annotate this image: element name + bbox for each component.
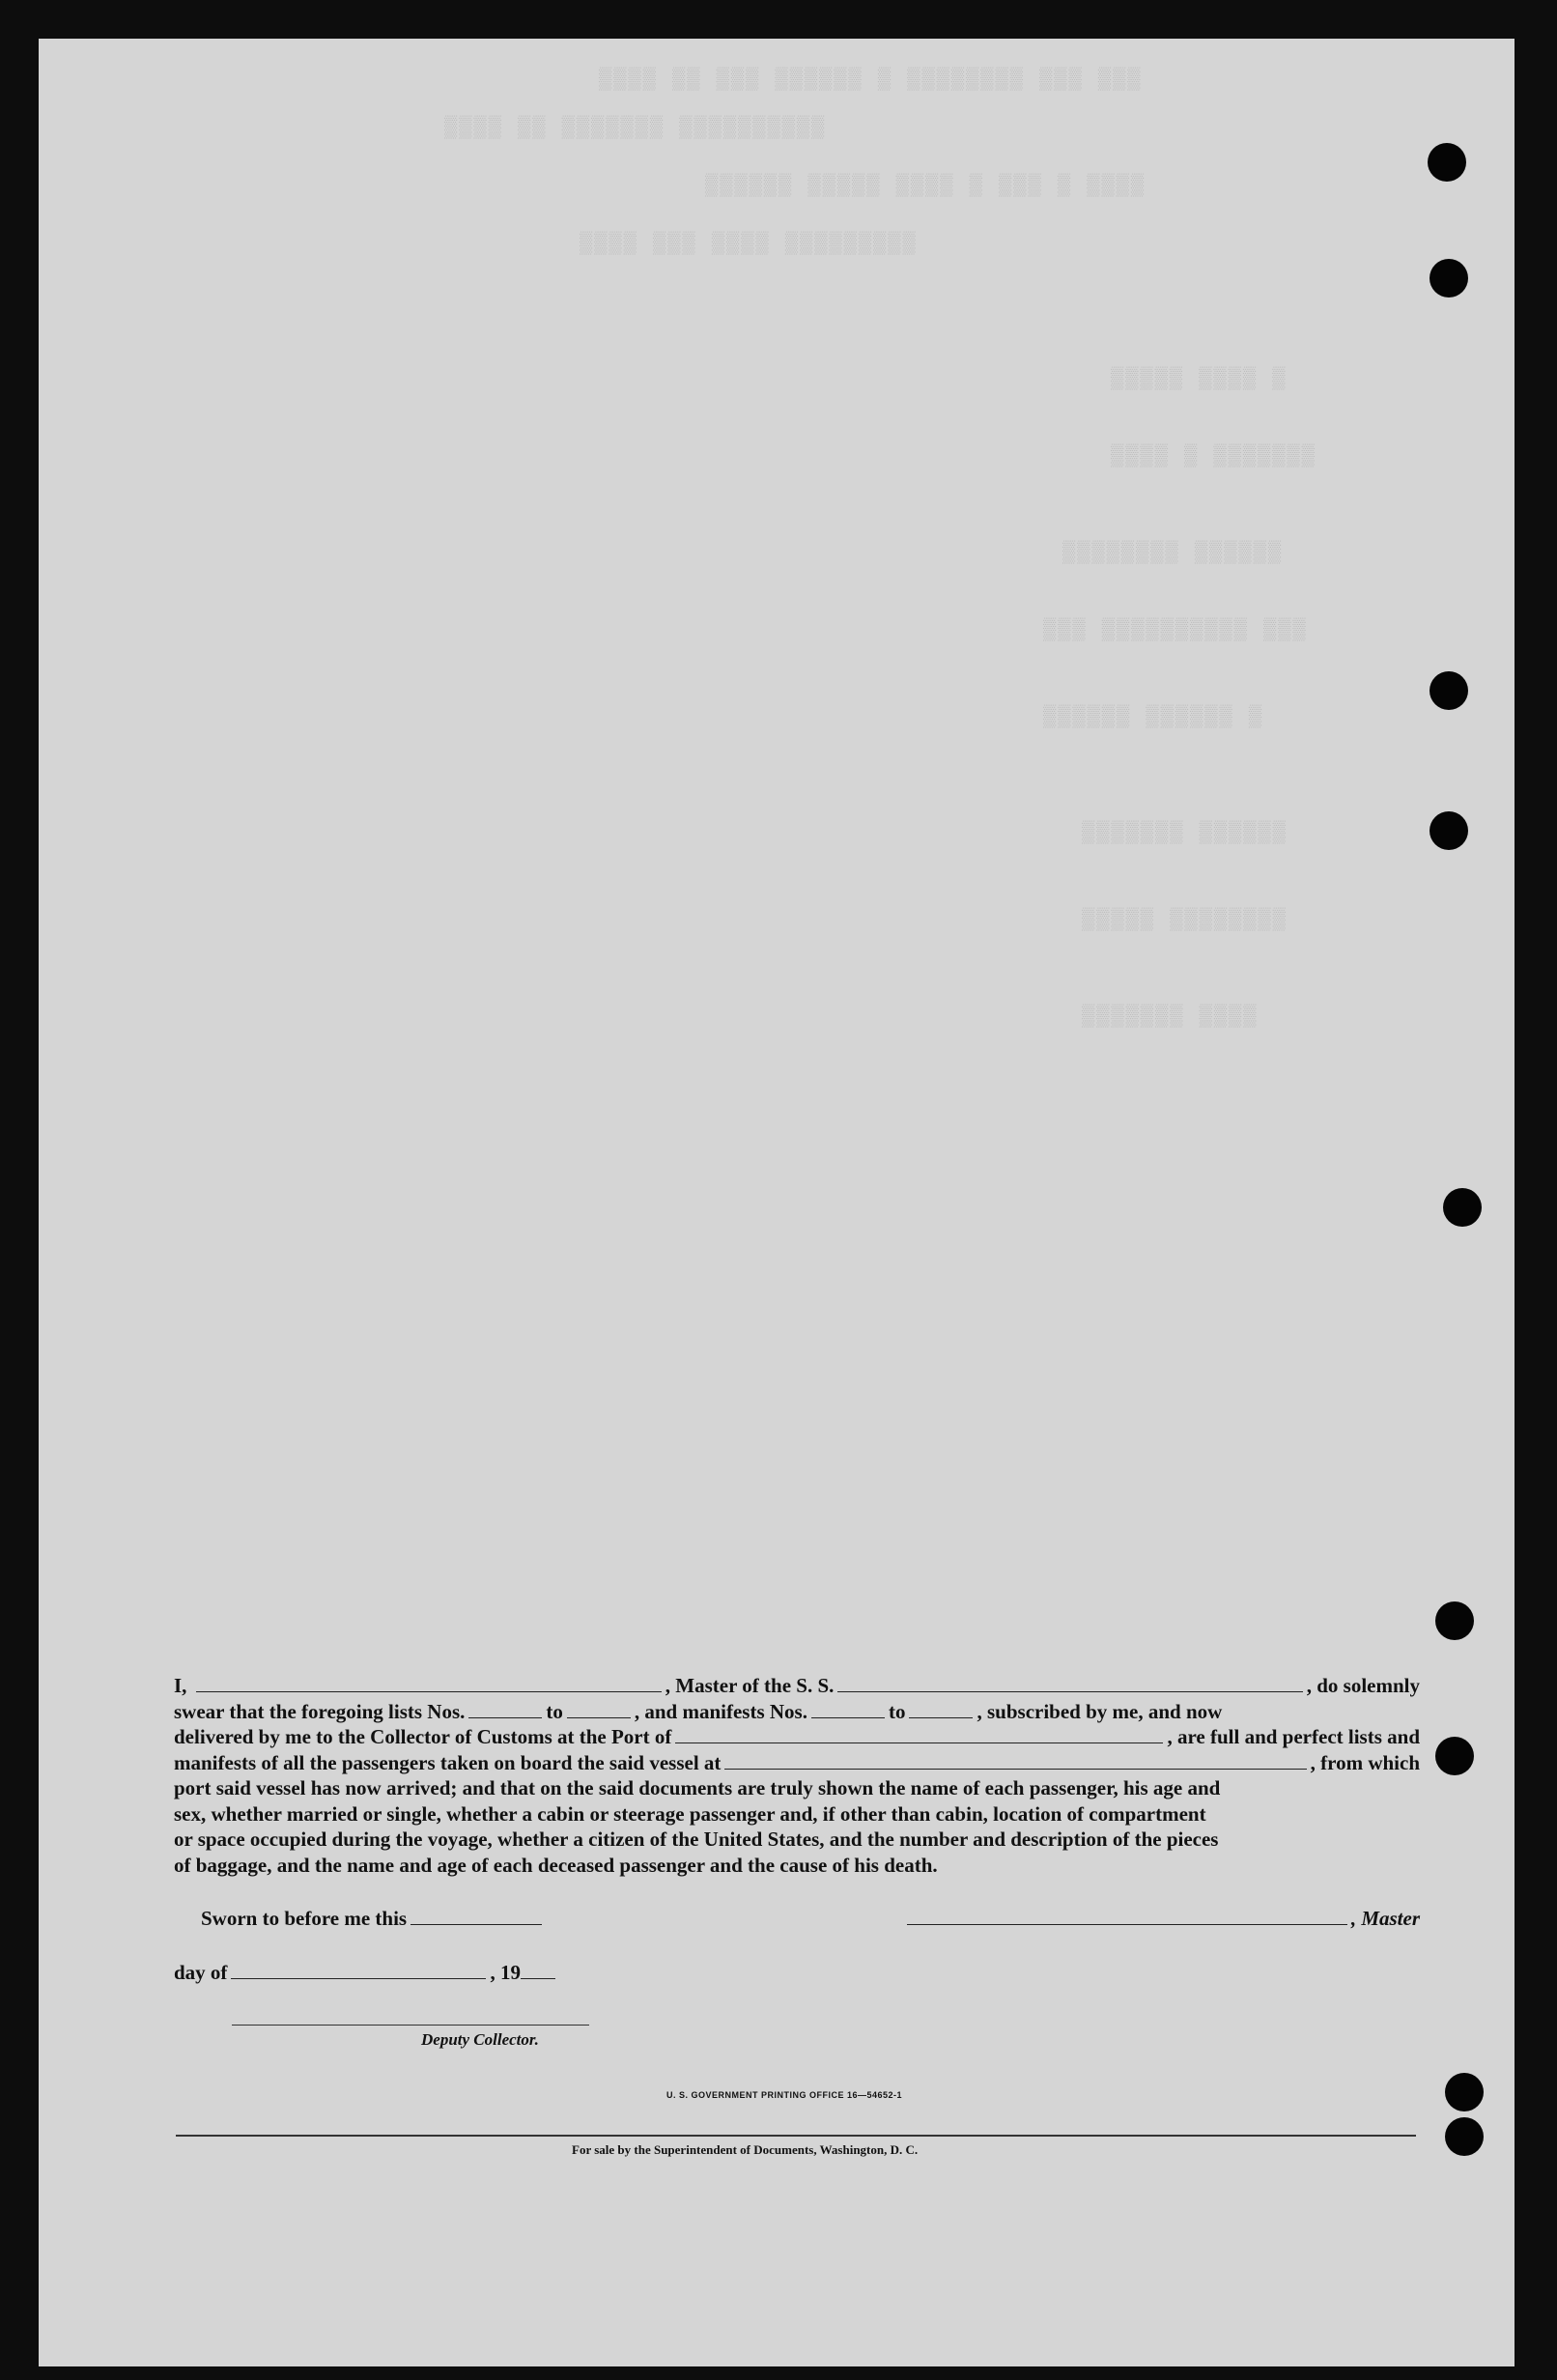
- month-blank[interactable]: [231, 1961, 486, 1979]
- day-of-line: [174, 1961, 559, 1985]
- bleed-through-text: ▒▒▒ ▒▒▒▒▒▒▒▒▒▒ ▒▒▒: [1043, 618, 1308, 642]
- punch-hole: [1443, 1188, 1482, 1227]
- punch-hole: [1428, 143, 1466, 182]
- list-to-blank[interactable]: [567, 1700, 631, 1718]
- oath-text: to: [546, 1699, 563, 1723]
- form-page: [39, 39, 1515, 2366]
- sworn-line: [201, 1907, 546, 1931]
- oath-line: [174, 1750, 1420, 1776]
- punch-hole: [1445, 2117, 1484, 2156]
- oath-text: , subscribed by me, and now: [977, 1699, 1223, 1723]
- bleed-through-text: ▒▒▒▒▒▒▒ ▒▒▒▒▒▒: [1082, 821, 1288, 845]
- oath-line: of baggage, and the name and age of each deceased passenger and the cause of his death.: [174, 1853, 938, 1877]
- deputy-collector-label: Deputy Collector.: [421, 2030, 539, 2049]
- bleed-through-text: ▒▒▒▒▒▒▒▒ ▒▒▒▒▒▒: [1062, 541, 1284, 565]
- oath-text: I,: [174, 1674, 187, 1697]
- sworn-date-blank[interactable]: [410, 1907, 542, 1925]
- punch-hole: [1430, 811, 1468, 850]
- bleed-through-text: ▒▒▒▒▒ ▒▒▒▒▒▒▒▒: [1082, 908, 1288, 932]
- punch-hole: [1435, 1601, 1474, 1640]
- bleed-through-text: ▒▒▒▒▒ ▒▒▒▒ ▒: [1111, 367, 1288, 391]
- bleed-through-text: ▒▒▒▒ ▒▒▒ ▒▒▒▒ ▒▒▒▒▒▒▒▒▒: [580, 232, 918, 256]
- bleed-through-text: ▒▒▒▒ ▒▒ ▒▒▒ ▒▒▒▒▒▒ ▒ ▒▒▒▒▒▒▒▒ ▒▒▒ ▒▒▒: [599, 68, 1143, 92]
- bleed-through-text: ▒▒▒▒▒▒ ▒▒▒▒▒▒ ▒: [1043, 705, 1264, 729]
- for-sale-notice: For sale by the Superintendent of Documents, Washington, D. C.: [572, 2142, 919, 2157]
- list-from-blank[interactable]: [468, 1700, 542, 1718]
- bleed-through-text: ▒▒▒▒▒▒ ▒▒▒▒▒ ▒▒▒▒ ▒ ▒▒▒ ▒ ▒▒▒▒: [705, 174, 1147, 198]
- oath-text: delivered by me to the Collector of Customs at the Port of: [174, 1725, 672, 1748]
- master-label: , Master: [1350, 1907, 1420, 1930]
- oath-line: [174, 1673, 1420, 1699]
- oath-text: , from which: [1310, 1750, 1420, 1774]
- oath-line: or space occupied during the voyage, whether a citizen of the United States, and the number and description of the pieces: [174, 1828, 1219, 1851]
- oath-line: sex, whether married or single, whether a cabin or steerage passenger and, if other than cabin, location of compartment: [174, 1801, 1206, 1826]
- punch-hole: [1445, 2073, 1484, 2111]
- footer-rule: [176, 2135, 1416, 2137]
- oath-text: to: [888, 1699, 906, 1723]
- oath-text: manifests of all the passengers taken on board the said vessel at: [174, 1750, 722, 1774]
- oath-line: [174, 1724, 1420, 1750]
- manifest-to-blank[interactable]: [909, 1700, 973, 1718]
- punch-hole: [1430, 259, 1468, 298]
- vessel-name-blank[interactable]: [837, 1674, 1302, 1692]
- master-name-blank[interactable]: [196, 1674, 661, 1692]
- year-label: , 19: [490, 1961, 521, 1984]
- manifest-from-blank[interactable]: [811, 1700, 885, 1718]
- oath-text: , are full and perfect lists and: [1167, 1725, 1420, 1748]
- bleed-through-text: ▒▒▒▒ ▒▒ ▒▒▒▒▒▒▒ ▒▒▒▒▒▒▒▒▒▒: [444, 116, 827, 140]
- day-of-label: day of: [174, 1961, 228, 1984]
- oath-text: , Master of the S. S.: [665, 1674, 835, 1697]
- punch-hole: [1435, 1737, 1474, 1775]
- oath-paragraph: [174, 1673, 1420, 1878]
- bleed-through-text: ▒▒▒▒ ▒ ▒▒▒▒▒▒▒: [1111, 444, 1316, 468]
- oath-text: , do solemnly: [1306, 1674, 1421, 1697]
- year-blank[interactable]: [521, 1961, 555, 1979]
- master-signature-blank[interactable]: [907, 1907, 1347, 1925]
- deputy-signature-blank[interactable]: [232, 2025, 589, 2026]
- port-blank[interactable]: [675, 1725, 1163, 1743]
- sworn-label: Sworn to before me this: [201, 1907, 408, 1930]
- oath-line: port said vessel has now arrived; and that on the said documents are truly shown the name of each passenger, his age and: [174, 1776, 1221, 1799]
- departure-port-blank[interactable]: [724, 1751, 1306, 1770]
- printing-office-imprint: U. S. GOVERNMENT PRINTING OFFICE 16—54652-1: [666, 2090, 903, 2100]
- oath-line: [174, 1699, 1420, 1725]
- oath-text: , and manifests Nos.: [634, 1699, 807, 1723]
- bleed-through-text: ▒▒▒▒▒▒▒ ▒▒▒▒: [1082, 1005, 1259, 1029]
- master-signature-line: [903, 1907, 1420, 1931]
- punch-hole: [1430, 671, 1468, 710]
- oath-text: swear that the foregoing lists Nos.: [174, 1699, 466, 1723]
